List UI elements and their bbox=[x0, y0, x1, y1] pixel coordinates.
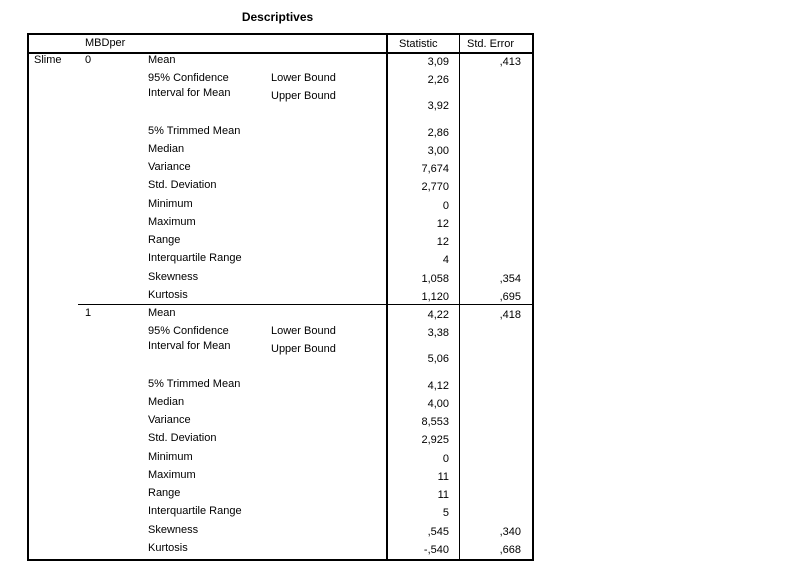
statistic-value: 0 bbox=[442, 453, 449, 465]
std-error-column-divider bbox=[459, 33, 460, 559]
group-divider bbox=[78, 304, 532, 305]
group-level-label: 1 bbox=[85, 307, 92, 319]
std-error-column-header: Std. Error bbox=[467, 38, 515, 50]
std-error-value: ,413 bbox=[499, 56, 521, 68]
row-label: 95% Confidence bbox=[148, 325, 229, 337]
row-label: Interquartile Range bbox=[148, 252, 242, 264]
std-error-value: ,695 bbox=[499, 291, 521, 303]
group-level-label: 0 bbox=[85, 54, 92, 66]
row-sub-label: Lower Bound bbox=[271, 325, 336, 337]
statistic-value: 4,00 bbox=[427, 398, 449, 410]
row-label: Std. Deviation bbox=[148, 179, 217, 191]
statistic-value: 2,86 bbox=[427, 127, 449, 139]
row-label: Kurtosis bbox=[148, 542, 188, 554]
std-error-value: ,668 bbox=[499, 544, 521, 556]
statistic-value: 8,553 bbox=[421, 416, 449, 428]
statistic-value: 4,12 bbox=[427, 380, 449, 392]
descriptives-table bbox=[27, 33, 534, 561]
row-label: Skewness bbox=[148, 271, 199, 283]
row-label: 5% Trimmed Mean bbox=[148, 125, 241, 137]
statistic-value: 2,925 bbox=[421, 434, 449, 446]
statistic-value: 2,26 bbox=[427, 74, 449, 86]
statistic-value: 3,00 bbox=[427, 145, 449, 157]
statistic-value: 3,92 bbox=[427, 100, 449, 112]
row-label: Range bbox=[148, 487, 181, 499]
statistic-value: 1,120 bbox=[421, 291, 449, 303]
statistic-value: 3,09 bbox=[427, 56, 449, 68]
row-label: Mean bbox=[148, 307, 176, 319]
row-label: Range bbox=[148, 234, 181, 246]
statistic-value: -,540 bbox=[423, 544, 449, 556]
row-label: Kurtosis bbox=[148, 289, 188, 301]
row-sub-label: Upper Bound bbox=[271, 343, 336, 355]
statistic-value: 4 bbox=[442, 254, 449, 266]
statistic-value: 11 bbox=[437, 471, 449, 483]
header-divider bbox=[27, 52, 532, 54]
row-sub-label: Lower Bound bbox=[271, 72, 336, 84]
std-error-value: ,354 bbox=[499, 273, 521, 285]
statistic-value: 1,058 bbox=[421, 273, 449, 285]
dependent-variable-label: Slime bbox=[34, 54, 62, 66]
row-label: 95% Confidence bbox=[148, 72, 229, 84]
row-label: Std. Deviation bbox=[148, 432, 217, 444]
statistic-column-header: Statistic bbox=[399, 38, 438, 50]
statistic-value: 11 bbox=[437, 489, 449, 501]
statistic-value: 5 bbox=[442, 507, 449, 519]
row-label: 5% Trimmed Mean bbox=[148, 378, 241, 390]
statistic-value: 2,770 bbox=[421, 181, 449, 193]
row-label: Median bbox=[148, 143, 185, 155]
statistic-value: 3,38 bbox=[427, 327, 449, 339]
row-label: Interval for Mean bbox=[148, 87, 231, 99]
row-label: Variance bbox=[148, 414, 191, 426]
factor-column-header: MBDper bbox=[85, 37, 126, 49]
statistic-value: 12 bbox=[436, 218, 449, 230]
statistic-value: 7,674 bbox=[421, 163, 449, 175]
statistic-column-divider bbox=[386, 33, 388, 559]
row-label: Maximum bbox=[148, 469, 196, 481]
row-label: Interquartile Range bbox=[148, 505, 242, 517]
statistic-value: 5,06 bbox=[427, 353, 449, 365]
row-label: Minimum bbox=[148, 198, 193, 210]
row-label: Mean bbox=[148, 54, 176, 66]
table-title: Descriptives bbox=[241, 10, 314, 24]
row-label: Variance bbox=[148, 161, 191, 173]
statistic-value: 4,22 bbox=[427, 309, 449, 321]
row-label: Skewness bbox=[148, 524, 199, 536]
statistic-value: ,545 bbox=[427, 526, 449, 538]
std-error-value: ,418 bbox=[499, 309, 521, 321]
statistic-value: 0 bbox=[442, 200, 449, 212]
row-sub-label: Upper Bound bbox=[271, 90, 336, 102]
std-error-value: ,340 bbox=[499, 526, 521, 538]
statistic-value: 12 bbox=[436, 236, 449, 248]
row-label: Median bbox=[148, 396, 185, 408]
row-label: Maximum bbox=[148, 216, 196, 228]
row-label: Interval for Mean bbox=[148, 340, 231, 352]
row-label: Minimum bbox=[148, 451, 193, 463]
